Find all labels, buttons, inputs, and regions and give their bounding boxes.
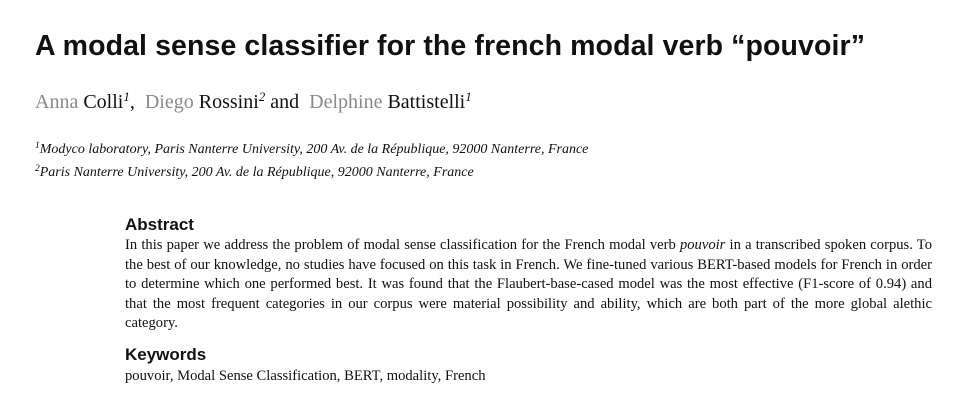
abstract-text (125, 236, 932, 334)
keywords-heading: Keywords (125, 345, 207, 364)
author-first-name: Delphine (309, 91, 383, 113)
affiliation-mark: 1 (35, 141, 40, 151)
affiliation-text: Paris Nanterre University, 200 Av. de la République, 92000 Nanterre, France (39, 165, 474, 180)
author-separator: , (129, 91, 140, 113)
author-last-name: Battistelli (387, 91, 466, 113)
keywords-text: pouvoir, Modal Sense Classification, BERT, modality, French (125, 368, 486, 384)
affiliation-text: Modyco laboratory, Paris Nanterre University, 200 Av. de la République, 92000 Nanterre, France (39, 142, 589, 157)
author (309, 91, 472, 113)
author-last-name: Rossini (198, 91, 259, 113)
author-first-name: Diego (144, 91, 194, 113)
author-first-name: Anna (35, 91, 79, 113)
affiliation-marker: 1 (465, 89, 472, 104)
abstract-text-part: In this paper we address the problem of modal sense classification for the French modal verb (125, 237, 680, 253)
author-list (35, 88, 472, 116)
author (35, 91, 130, 113)
author-separator: and (265, 91, 305, 113)
author-last-name: Colli (83, 91, 124, 113)
author (145, 91, 265, 113)
abstract-heading: Abstract (125, 215, 194, 234)
affiliation-mark: 2 (35, 164, 40, 174)
affiliation-marker: 2 (258, 89, 266, 104)
affiliation-1 (35, 140, 588, 160)
affiliation-marker: 1 (123, 89, 130, 104)
paper-title: A modal sense classifier for the french modal verb “pouvoir” (35, 30, 866, 62)
affiliation-2 (35, 163, 474, 183)
abstract-emphasis: pouvoir (679, 237, 726, 253)
abstract-text-part: in a transcribed spoken corpus. To the best of our knowledge, no studies have focused on this task in French. We fine-tuned various BERT-based models for French in order to determine which one performed best. It was found that the Flaubert-base-cased model was the most effective (F1-score of 0.94) and that the most frequent categories in our corpus were material possibility and ability, which are both part of the more global alethic category. (125, 237, 932, 332)
